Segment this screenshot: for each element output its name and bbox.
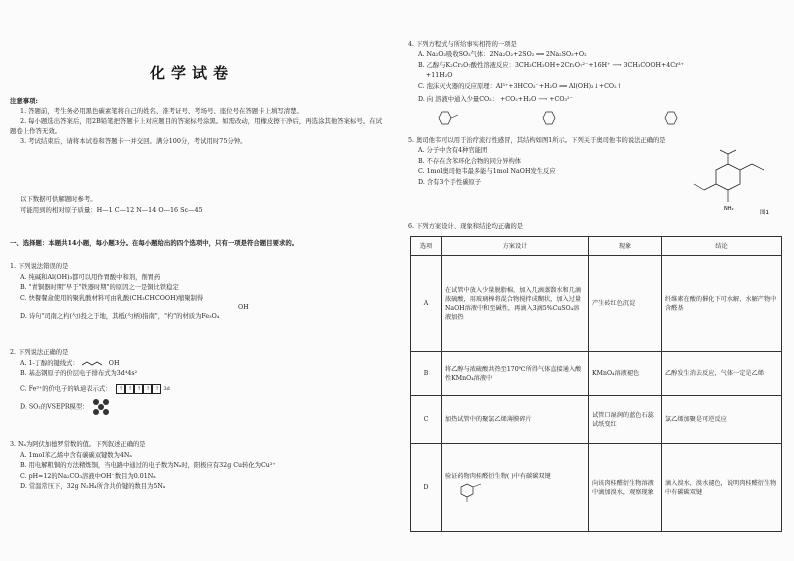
- row-conclusion: 滴入溴水，溴水褪色，说明肉桂醛衍生物中有碳碳双键: [662, 444, 782, 532]
- row-plan: [442, 444, 589, 532]
- q3-option-a: A. 1mol苯乙烯中含有碳碳双键数为4Nₐ: [20, 451, 132, 459]
- q4-option-b: B. 乙醇与K₂Cr₂O₇酸性溶液反应：3CH₃CH₂OH+2Cr₂O₇²⁻+16H⁺ ⟶ 3CH₃COOH+4Cr³⁺: [418, 61, 684, 69]
- row-phenomenon: KMnO₄溶液褪色: [589, 352, 662, 396]
- q2-option-a: [10, 359, 385, 370]
- q5-option-a: A. 分子中含有4种官能团: [418, 147, 488, 155]
- orbital-label: 3d: [163, 385, 170, 392]
- oseltamivir-structure-icon: [676, 148, 776, 216]
- notes-heading: 注意事项:: [10, 97, 38, 105]
- q1-option-d: D. 诗句"司南之杓(勺)投之于地，其柢(勺柄)指南"，"杓"的材质为Fe₃O₄: [20, 313, 220, 321]
- table-row: [411, 256, 782, 352]
- q6-stem: 6. 下列方案设计、现象和结论均正确的是: [408, 223, 524, 230]
- q3-stem: 3. Nₐ为阿伏加德罗常数的值。下列叙述正确的是: [10, 441, 146, 448]
- q2-option-c-text: C. Fe³⁺的价电子的轨道表示式：: [20, 385, 112, 393]
- q1-option-b: B. "青铜器时期"早于"铁器时期"的原因之一是铜比铁稳定: [20, 284, 179, 292]
- table-row: [411, 444, 782, 532]
- reference-data: [20, 194, 380, 216]
- header-conclusion: 结论: [662, 237, 782, 256]
- q2-option-c: [10, 384, 385, 395]
- q3-option-c: C. pH=12的Na₂CO₃溶液中OH⁻数目为0.01Nₐ: [20, 472, 156, 480]
- row-plan-text: 验证药物肉桂醛衍生物( )中有碳碳双键: [445, 473, 551, 480]
- note-item: 1. 答题前，考生务必用黑色碳素笔将自己的姓名、准考证号、考场号、座位号在答题卡上填写清楚。: [20, 107, 303, 115]
- q4-option-b-cont: +11H₂O: [426, 72, 453, 80]
- q2-option-d: [10, 399, 385, 415]
- q4-option-a: A. Na₂O₂吸收SO₂气体：2Na₂O₂+2SO₂ ══ 2Na₂SO₃+O₂: [418, 51, 587, 59]
- q1-option-c: C. 快餐餐盒使用的聚乳酸材料可由乳酸(CH₃CHCOOH)缩聚制得: [20, 294, 204, 302]
- row-option: B: [411, 352, 442, 396]
- q2-stem: 2. 下列说法正确的是: [10, 349, 69, 356]
- row-phenomenon: 产生砖红色沉淀: [589, 256, 662, 352]
- note-item: 3. 考试结束后，请将本试卷和答题卡一并交回。满分100分，考试用时75分钟。: [20, 137, 247, 145]
- part-one-heading: [10, 238, 385, 248]
- header-phenomenon: 现象: [589, 237, 662, 256]
- question-1: [10, 262, 385, 323]
- question-2: [10, 348, 385, 415]
- q5-option-d: D. 含有3个手性碳原子: [418, 178, 482, 186]
- row-plan: 将乙醇与浓硫酸共热至170℃所得气体直接通入酸性KMnO₄溶液中: [442, 352, 589, 396]
- row-conclusion: 纤维素在酸的催化下可水解，水解产物中含醛基: [662, 256, 782, 352]
- row-phenomenon: 向该肉桂醛衍生物溶液中滴加溴水，观察现象: [589, 444, 662, 532]
- q1-option-a: A. 纯碱和Al(OH)₃都可以用作胃酸中和剂，削胃药: [20, 273, 161, 281]
- bond-line-formula-icon: [81, 360, 107, 367]
- notes-section: [10, 96, 382, 146]
- q2-option-a-text: A. 1-丁醇的键线式：: [20, 359, 79, 367]
- note-item: 2. 每小题选出答案后，用2B铅笔把答题卡上对应题目的答案标号涂黑。如需改动，用橡皮擦干净后，再选涂其他答案标号。在试题卷上作答无效。: [10, 117, 382, 135]
- row-conclusion: 乙醇发生消去反应，气体一定是乙烯: [662, 352, 782, 396]
- q4-stem: 4. 下列方程式与所给事实相符的一项是: [408, 41, 517, 48]
- header-option: 选项: [411, 237, 442, 256]
- question-6: [408, 222, 784, 232]
- question-5: [408, 136, 708, 188]
- svg-text:NH₂: NH₂: [724, 206, 734, 212]
- q5-stem: 5. 奥司他韦可以用于治疗流行性感冒，其结构如图1所示。下列关于奥司他韦的说法正确的是: [408, 137, 666, 144]
- phenolate-structure-icon: [436, 110, 466, 126]
- q2-option-d-text: D. SO₂的VSEPR模型：: [20, 403, 89, 411]
- options-table: [410, 236, 782, 532]
- atomic-masses: 可能用到的相对原子质量：H—1 C—12 N—14 O—16 Sc—45: [20, 206, 203, 214]
- page-title: 化学试卷: [150, 64, 235, 82]
- row-option: D: [411, 444, 442, 532]
- row-option: C: [411, 396, 442, 444]
- figure-1-label: 图1: [760, 210, 769, 216]
- q4-option-c: C. 泡沫灭火器的反应原理：Al³⁺+3HCO₃⁻+H₂O ══ Al(OH)₃↓+CO₂↑: [418, 82, 622, 90]
- question-3: [10, 440, 385, 493]
- cinnamaldehyde-derivative-icon: [455, 483, 491, 503]
- q1-option-c-sub: OH: [238, 304, 249, 312]
- table-row: [411, 352, 782, 396]
- q3-option-b: B. 用电解粗铜的方法精炼铜，当电路中通过的电子数为Nₐ时，阳极应有32g Cu转化为Cu²⁺: [20, 462, 276, 470]
- row-plan: 在试管中放入少量脱脂棉，加入几滴蒸馏水和几滴浓硫酸，用玻璃棒将混合物搅拌成糊状，加入过量NaOH溶液中和至碱性，再滴入3滴5%CuSO₄溶液加热: [442, 256, 589, 352]
- q5-option-b: B. 不存在含苯环化合物的同分异构体: [418, 157, 522, 165]
- vsepr-model-icon: [93, 399, 109, 415]
- q4-option-d: D. 向 溶液中通入少量CO₂： +CO₂+H₂O ⟶ +CO₃²⁻: [418, 96, 573, 104]
- row-phenomenon: 试管口湿润的蓝色石蕊试纸变红: [589, 396, 662, 444]
- row-option: A: [411, 256, 442, 352]
- salicylic-structure-icon: [662, 110, 692, 126]
- q2-option-b: B. 基态钢原子的价层电子排布式为3d⁴4s²: [20, 370, 138, 378]
- question-4: [408, 40, 784, 105]
- q1-stem: 1. 下列说法错误的是: [10, 263, 69, 270]
- benzoate-structure-icon: [540, 110, 570, 126]
- q2-option-a-oh: OH: [108, 359, 120, 367]
- table-header-row: [411, 237, 782, 256]
- q5-option-c: C. 1mol奥司他韦最多能与1mol NaOH发生反应: [418, 168, 556, 176]
- row-plan: 加热试管中的聚氯乙烯薄膜碎片: [442, 396, 589, 444]
- orbital-diagram: ↑ ↑ ↑ ↑ ↑: [116, 384, 161, 394]
- part-one-text: 一、选择题：本题共14小题，每小题3分。在每小题给出的四个选项中，只有一项是符合题目要求的。: [10, 239, 299, 247]
- q3-option-d: D. 常温常压下，32g N₂H₄所含共价键的数目为5Nₐ: [20, 483, 166, 491]
- table-row: [411, 396, 782, 444]
- data-line: 以下数据可供解题时参考。: [20, 195, 97, 203]
- row-conclusion: 氯乙烯加聚是可逆反应: [662, 396, 782, 444]
- header-plan: 方案设计: [442, 237, 589, 256]
